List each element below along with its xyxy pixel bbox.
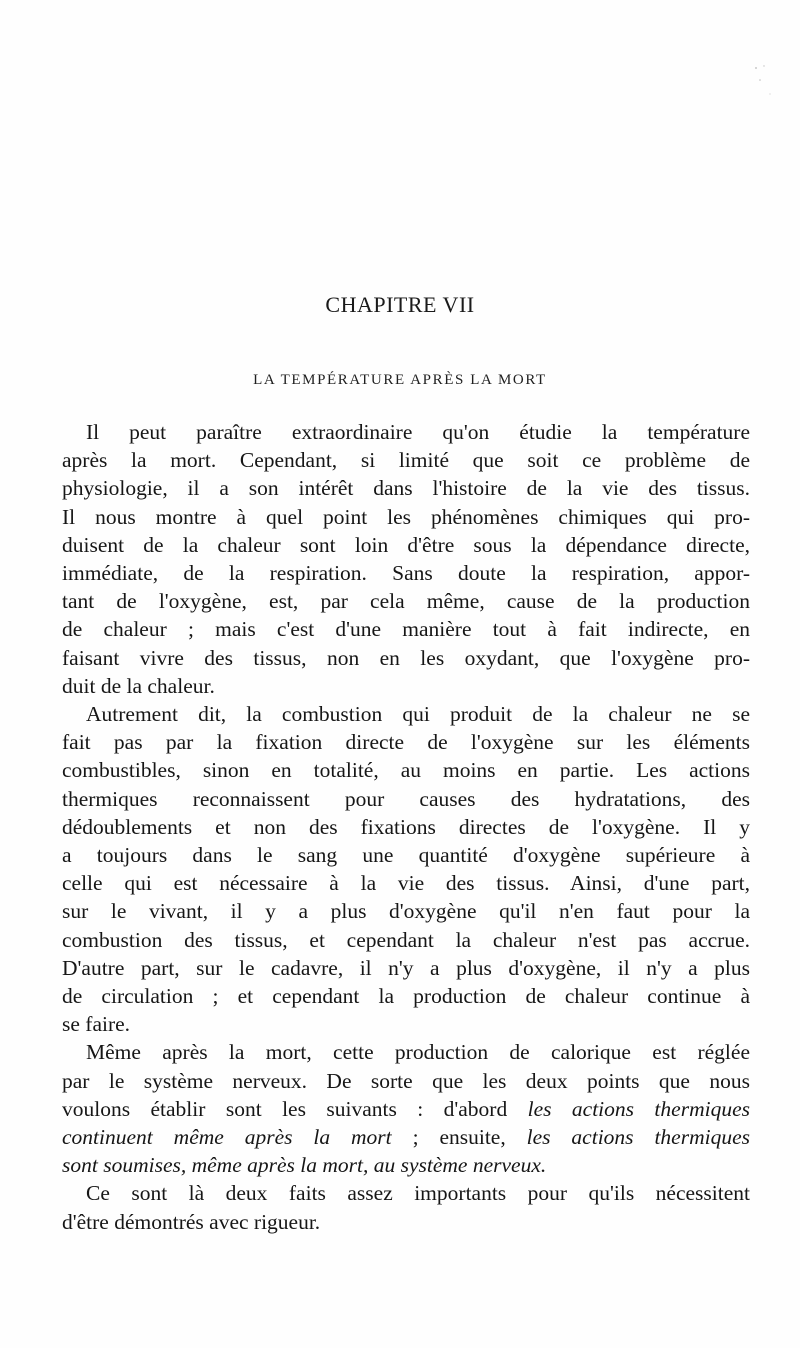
text-segment: ; ensuite, [391,1125,527,1150]
text-segment: voulons établir sont les suivants : d'abord [62,1096,528,1121]
text-line: a toujours dans le sang une quantité d'oxygène supérieure à [62,843,750,868]
text-line: duisent de la chaleur sont loin d'être sous la dépendance directe, [62,532,750,557]
paper-speck-marks [750,60,780,110]
text-line: de chaleur ; mais c'est d'une manière tout à fait indirecte, en [62,617,750,642]
text-line-mixed [62,1095,750,1123]
text-line: de circulation ; et cependant la production de chaleur continue à [62,984,750,1009]
text-line: Il peut paraître extraordinaire qu'on étudie la température [86,420,750,444]
text-line: duit de la chaleur. [62,673,215,698]
text-line: Ce sont là deux faits assez importants pour qu'ils nécessitent [86,1181,750,1206]
body-text [62,418,750,1236]
italic-segment: sont soumises, même après la mort, au système nerveux. [62,1153,547,1178]
text-line: Même après la mort, cette production de calorique est réglée [86,1040,750,1065]
text-line: thermiques reconnaissent pour causes des hydratations, des [62,786,750,811]
text-line-italic [62,1151,750,1179]
text-line: fait pas par la fixation directe de l'oxygène sur les éléments [62,730,750,755]
section-title: LA TEMPÉRATURE APRÈS LA MORT [253,372,547,388]
italic-segment: les actions thermiques [527,1096,750,1121]
text-line: se faire. [62,1012,131,1037]
text-line: dédoublements et non des fixations directes de l'oxygène. Il y [62,814,750,839]
chapter-title: CHAPITRE VII [325,292,475,317]
text-line: combustion des tissus, et cependant la chaleur n'est pas accrue. [62,927,750,952]
text-line: après la mort. Cependant, si limité que soit ce problème de [62,448,750,473]
italic-segment: continuent même après la mort [62,1125,392,1150]
text-line: combustibles, sinon en totalité, au moins en partie. Les actions [62,758,750,783]
text-line: sur le vivant, il y a plus d'oxygène qu'il n'en faut pour la [62,899,750,924]
text-line: par le système nerveux. De sorte que les deux points que nous [62,1068,750,1093]
italic-segment: les actions thermiques [526,1125,750,1150]
text-line: physiologie, il a son intérêt dans l'histoire de la vie des tissus. [62,476,750,501]
text-line: Il nous montre à quel point les phénomènes chimiques qui pro- [62,504,750,529]
text-line: faisant vivre des tissus, non en les oxydant, que l'oxygène pro- [62,645,750,670]
text-line: Autrement dit, la combustion qui produit de la chaleur ne se [86,702,750,727]
text-line: celle qui est nécessaire à la vie des tissus. Ainsi, d'une part, [62,871,750,896]
text-line-mixed [62,1123,750,1151]
text-line: immédiate, de la respiration. Sans doute la respiration, appor- [62,561,750,586]
text-line: tant de l'oxygène, est, par cela même, cause de la production [62,589,750,614]
text-line: d'être démontrés avec rigueur. [62,1209,321,1234]
text-line: D'autre part, sur le cadavre, il n'y a plus d'oxygène, il n'y a plus [62,955,750,980]
